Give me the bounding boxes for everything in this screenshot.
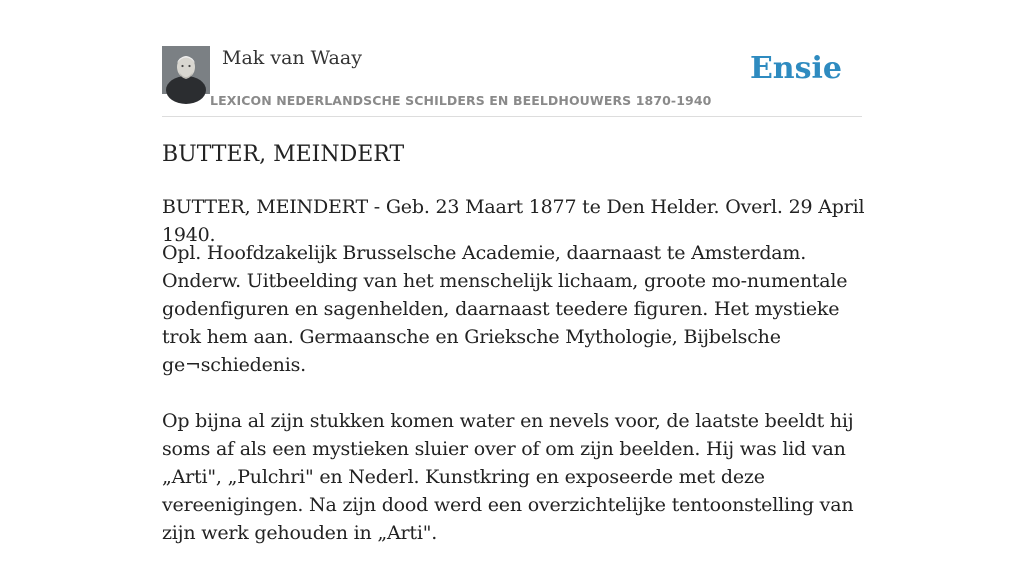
portrait-icon bbox=[162, 46, 210, 94]
article-paragraph: Op bijna al zijn stukken komen water en nevels voor, de laatste beeldt hij soms af als een mystieken sluier over of om zijn beelden. Hij was lid van „Arti", „Pulchri" en Nederl. Kunstkring en exposeerde met deze vereenigingen. Na zijn dood werd een overzichtelijke tentoonstelling van zijn werk gehouden in „Arti". bbox=[162, 410, 854, 544]
article-lead: BUTTER, MEINDERT - Geb. 23 Maart 1877 te Den Helder. Overl. 29 April 1940. bbox=[162, 196, 865, 246]
ensie-logo[interactable]: Ensie bbox=[749, 51, 842, 86]
page-header bbox=[162, 46, 862, 117]
author-avatar[interactable] bbox=[162, 46, 210, 94]
author-name[interactable]: Mak van Waay bbox=[222, 47, 362, 69]
article-paragraph: Opl. Hoofdzakelijk Brusselsche Academie, daarnaast te Amsterdam. Onderw. Uitbeelding van het menschelijk lichaam, groote mo-numentale godenfiguren en sagenhelden, daarnaast teedere figuren. Het mystieke trok hem aan. Germaansche en Grieksche Mythologie, Bijbelsche ge¬schiedenis. bbox=[162, 242, 848, 376]
lexicon-title[interactable]: LEXICON NEDERLANDSCHE SCHILDERS EN BEELDHOUWERS 1870-1940 bbox=[210, 93, 712, 108]
page-title: BUTTER, MEINDERT bbox=[162, 142, 405, 167]
article-body bbox=[162, 239, 874, 575]
